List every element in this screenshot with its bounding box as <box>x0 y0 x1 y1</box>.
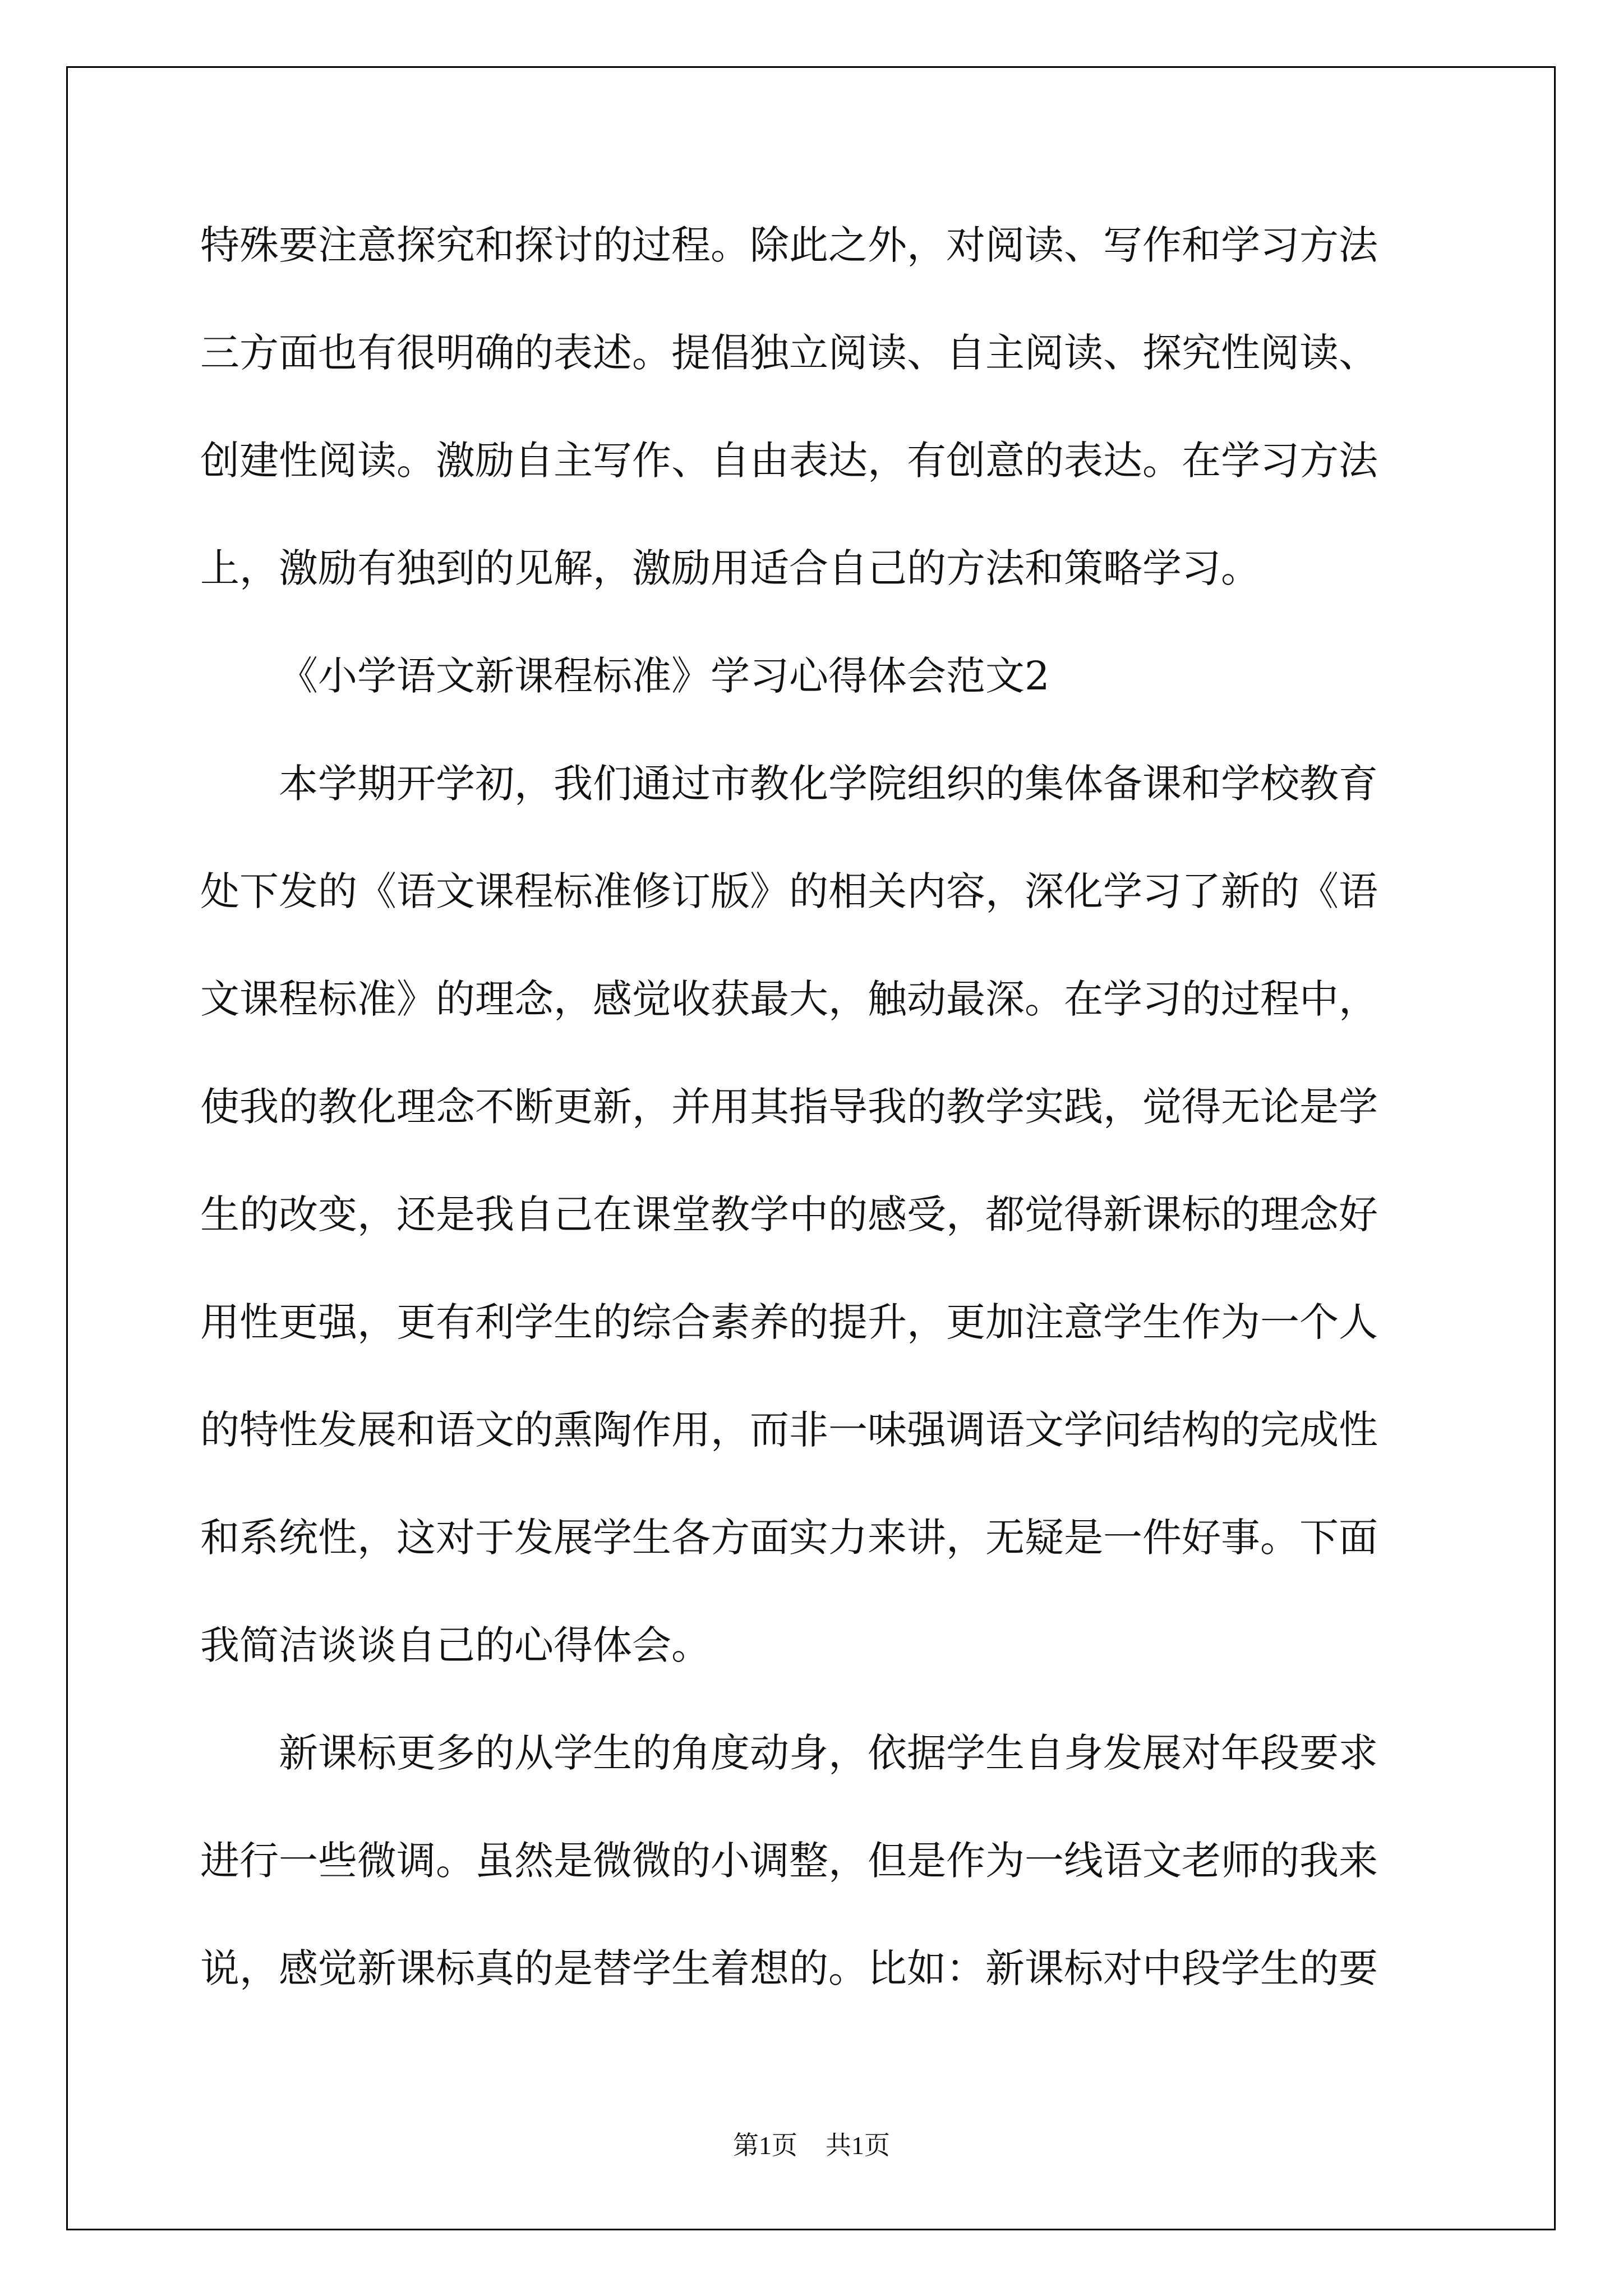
text-line: 上，激励有独到的见解，激励用适合自己的方法和策略学习。 <box>200 545 1260 591</box>
text-line: 说，感觉新课标真的是替学生着想的。比如：新课标对中段学生的要 <box>200 1945 1378 1991</box>
text-line: 我简洁谈谈自己的心得体会。 <box>200 1622 711 1668</box>
text-line: 三方面也有很明确的表述。提倡独立阅读、自主阅读、探究性阅读、 <box>200 330 1378 376</box>
page-total: 共1页 <box>826 2131 890 2160</box>
text-line: 处下发的《语文课程标准修订版》的相关内容，深化学习了新的《语 <box>200 868 1378 914</box>
page-number: 第1页 <box>733 2131 797 2160</box>
document-body <box>200 214 1434 2045</box>
text-line: 生的改变，还是我自己在课堂教学中的感受，都觉得新课标的理念好 <box>200 1191 1378 1237</box>
section-heading: 《小学语文新课程标准》学习心得体会范文2 <box>279 653 1050 699</box>
paragraph-first-line: 新课标更多的从学生的角度动身，依据学生自身发展对年段要求 <box>279 1730 1378 1776</box>
text-line: 的特性发展和语文的熏陶作用，而非一味强调语文学问结构的完成性 <box>200 1407 1378 1453</box>
text-line: 用性更强，更有利学生的综合素养的提升，更加注意学生作为一个人 <box>200 1299 1378 1345</box>
text-line: 进行一些微调。虽然是微微的小调整，但是作为一线语文老师的我来 <box>200 1838 1378 1884</box>
text-line: 使我的教化理念不断更新，并用其指导我的教学实践，觉得无论是学 <box>200 1084 1378 1130</box>
text-line: 文课程标准》的理念，感觉收获最大，触动最深。在学习的过程中， <box>200 976 1378 1022</box>
text-line: 创建性阅读。激励自主写作、自由表达，有创意的表达。在学习方法 <box>200 438 1378 484</box>
text-line: 特殊要注意探究和探讨的过程。除此之外，对阅读、写作和学习方法 <box>200 222 1378 268</box>
text-line: 和系统性，这对于发展学生各方面实力来讲，无疑是一件好事。下面 <box>200 1515 1378 1561</box>
page-footer <box>0 2125 1623 2162</box>
paragraph-first-line: 本学期开学初，我们通过市教化学院组织的集体备课和学校教育 <box>279 761 1378 807</box>
